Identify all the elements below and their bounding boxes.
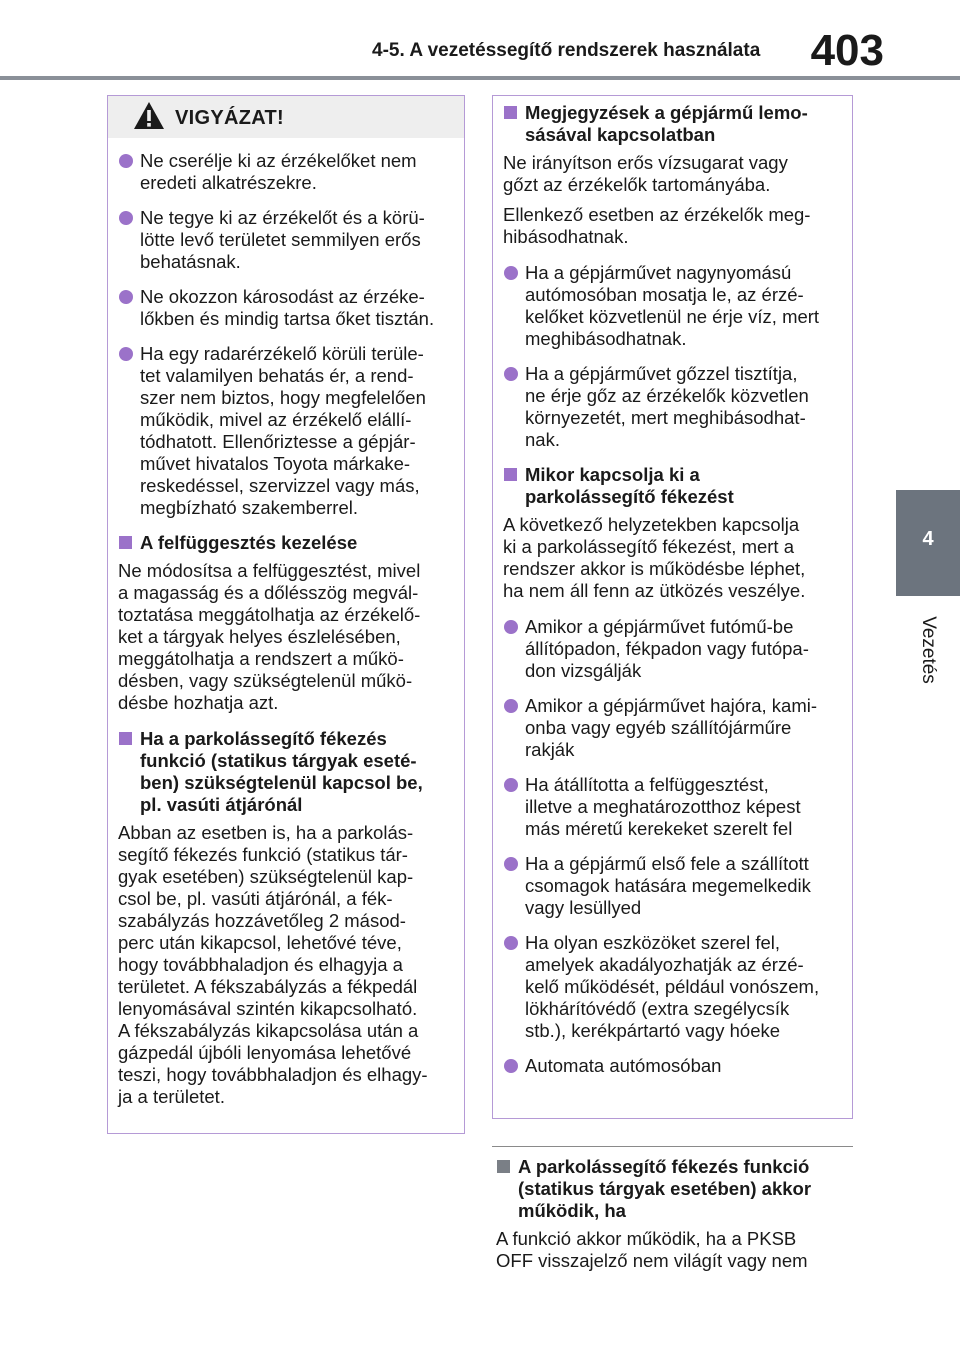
bullet-item — [503, 932, 842, 1042]
heading-line: (statikus tárgyak esetében) akkor — [518, 1178, 812, 1199]
warning-triangle-icon — [132, 100, 166, 132]
heading-line: ben) szükségtelenül kapcsol be, — [140, 772, 423, 793]
paragraph — [503, 152, 842, 196]
paragraph — [503, 204, 842, 248]
bullet-line: Amikor a gépjárművet hajóra, kami- — [525, 695, 817, 716]
bullet-line: tet valamilyen behatás ér, a rend- — [140, 365, 414, 386]
bullet-line: Amikor a gépjárművet futómű-be — [525, 616, 794, 637]
paragraph — [503, 514, 842, 602]
bullet-line: behatásnak. — [140, 251, 241, 272]
bullet-line: lökhárítóvédő (extra szegélycsík — [525, 998, 790, 1019]
bullet-line: kelőket közvetlenül ne érje víz, mert — [525, 306, 820, 327]
bullet-line: don vizsgálják — [525, 660, 642, 681]
section-heading — [503, 102, 842, 146]
bullet-line: Ha egy radarérzékelő körüli terüle- — [140, 343, 424, 364]
bullet-line: vagy lesüllyed — [525, 897, 642, 918]
bullet-dot-icon — [504, 367, 518, 381]
notes-box — [492, 95, 853, 1119]
paragraph-line: hibásodhatnak. — [503, 226, 629, 247]
heading-line: sásával kapcsolatban — [525, 124, 716, 145]
square-bullet-icon — [504, 106, 517, 119]
bullet-line: onba vagy egyéb szállítójárműre — [525, 717, 792, 738]
bullet-line: Ha átállította a felfüggesztést, — [525, 774, 769, 795]
paragraph-line: OFF visszajelző nem világít vagy nem — [496, 1250, 808, 1271]
warning-bullets — [118, 150, 454, 519]
bullet-line: Ne cserélje ki az érzékelőket nem — [140, 150, 417, 171]
bullet-line: művet hivatalos Toyota márkake- — [140, 453, 411, 474]
warning-header — [108, 96, 464, 138]
paragraph-line: Abban az esetben is, ha a parkolás- — [118, 822, 414, 843]
square-bullet-icon — [119, 536, 132, 549]
bullet-dot-icon — [119, 154, 133, 168]
square-bullet-icon — [119, 732, 132, 745]
bullet-line: autómosóban mosatja le, az érzé- — [525, 284, 804, 305]
bullet-item — [503, 853, 842, 919]
bullet-line: Automata autómosóban — [525, 1055, 722, 1076]
notes-content — [493, 96, 852, 1077]
bullet-item — [503, 774, 842, 840]
paragraph-line: meggátolhatja a rendszert a műkö- — [118, 648, 404, 669]
warning-title: VIGYÁZAT! — [175, 107, 284, 129]
bullet-line: állítópadon, fékpadon vagy futópa- — [525, 638, 809, 659]
page-number: 403 — [810, 26, 884, 75]
bullet-line: szer nem biztos, hogy megfelelően — [140, 387, 426, 408]
paragraph-line: A következő helyzetekben kapcsolja — [503, 514, 800, 535]
square-bullet-icon — [497, 1160, 510, 1173]
paragraph-line: rendszer akkor is működésbe léphet, — [503, 558, 806, 579]
paragraph-line: perc után kikapcsol, lehetővé téve, — [118, 932, 402, 953]
bullet-dot-icon — [119, 347, 133, 361]
heading-line: Mikor kapcsolja ki a — [525, 464, 700, 485]
bullet-item — [503, 262, 842, 350]
heading-line: működik, ha — [518, 1200, 626, 1221]
bullet-line: reskedéssel, szervizzel vagy más, — [140, 475, 420, 496]
bullet-dot-icon — [504, 1059, 518, 1073]
bullet-line: lőkben és mindig tartsa őket tisztán. — [140, 308, 435, 329]
bullet-line: rakják — [525, 739, 575, 760]
chapter-tab[interactable] — [896, 490, 960, 596]
heading-line: Ha a parkolássegítő fékezés — [140, 728, 387, 749]
heading-line: Megjegyzések a gépjármű lemo- — [525, 102, 808, 123]
bullet-item — [503, 616, 842, 682]
washing-notes-section — [503, 102, 842, 451]
bottom-section — [496, 1156, 852, 1272]
bullet-line: kelő működését, például vonószem, — [525, 976, 820, 997]
heading-line: parkolássegítő fékezést — [525, 486, 734, 507]
bullet-line: stb.), kerékpártartó vagy hóeke — [525, 1020, 781, 1041]
bullet-dot-icon — [504, 778, 518, 792]
paragraph-line: szabályzás hozzávetőleg 2 másod- — [118, 910, 406, 931]
bullet-line: Ha a gépjármű első fele a szállított — [525, 853, 809, 874]
heading-line: funkció (statikus tárgyak eseté- — [140, 750, 417, 771]
paragraph-line: hogy továbbhaladjon és elhagyja a — [118, 954, 403, 975]
paragraph-line: lenyomásával szintén kikapcsolható. — [118, 998, 418, 1019]
paragraph-line: segítő fékezés funkció (statikus tár- — [118, 844, 408, 865]
bullet-item — [503, 1055, 842, 1077]
bullet-item — [118, 207, 454, 273]
bullet-dot-icon — [504, 620, 518, 634]
bottom-rule — [492, 1146, 853, 1147]
paragraph-line: gőzt az érzékelők tartományába. — [503, 174, 771, 195]
bullet-dot-icon — [504, 936, 518, 950]
bullet-line: eredeti alkatrészekre. — [140, 172, 317, 193]
bullet-line: Ne okozzon károsodást az érzéke- — [140, 286, 425, 307]
paragraph-line: A funkció akkor működik, ha a PKSB — [496, 1228, 797, 1249]
paragraph-line: ha nem áll fenn az ütközés veszélye. — [503, 580, 806, 601]
paragraph-line: csol be, pl. vasúti átjárónál, a fék- — [118, 888, 393, 909]
bullet-line: illetve a meghatározotthoz képest — [525, 796, 801, 817]
bullet-line: működik, mivel az érzékelő elállí- — [140, 409, 412, 430]
bullet-line: környezetét, mert meghibásodhat- — [525, 407, 806, 428]
paragraph — [118, 560, 454, 714]
bullet-line: más méretű kerekeket szerelt fel — [525, 818, 793, 839]
bullet-dot-icon — [504, 699, 518, 713]
paragraph-line: gázpedál újbóli lenyomása lehetővé — [118, 1042, 412, 1063]
paragraph-line: A fékszabályzás kikapcsolása után a — [118, 1020, 419, 1041]
bullet-item — [118, 343, 454, 519]
paragraph-line: ket a tárgyak helyes észlelésében, — [118, 626, 401, 647]
paragraph-line: területet. A fékszabályzás a fékpedál — [118, 976, 418, 997]
bullet-line: amelyek akadályozhatják az érzé- — [525, 954, 804, 975]
chapter-label — [896, 600, 960, 700]
bullet-line: ne érje gőz az érzékelők közvetlen — [525, 385, 809, 406]
bullet-dot-icon — [504, 857, 518, 871]
header-rule — [0, 76, 960, 80]
paragraph-line: toztatása meggátolhatja az érzékelő- — [118, 604, 421, 625]
bullet-line: nak. — [525, 429, 560, 450]
disable-pksb-section — [503, 464, 842, 1077]
heading-line: A parkolássegítő fékezés funkció — [518, 1156, 810, 1177]
square-bullet-icon — [504, 468, 517, 481]
paragraph-line: Ellenkező esetben az érzékelők meg- — [503, 204, 811, 225]
bullet-line: Ha a gépjárművet gőzzel tisztítja, — [525, 363, 798, 384]
bullet-dot-icon — [119, 290, 133, 304]
bullet-line: megbízható szakemberrel. — [140, 497, 358, 518]
heading-line: pl. vasúti átjárónál — [140, 794, 303, 815]
paragraph — [496, 1228, 852, 1272]
bullet-dot-icon — [504, 266, 518, 280]
bullet-line: Ha olyan eszközöket szerel fel, — [525, 932, 781, 953]
bullet-item — [118, 150, 454, 194]
section-heading — [496, 1156, 852, 1222]
bullet-line: tódhatott. Ellenőriztesse a gépjár- — [140, 431, 416, 452]
paragraph-line: ki a parkolássegítő fékezést, mert a — [503, 536, 794, 557]
warning-content — [108, 138, 464, 1108]
bullet-dot-icon — [119, 211, 133, 225]
paragraph-line: ja a területet. — [118, 1086, 225, 1107]
paragraph-line: gyak esetében) szükségtelenül kap- — [118, 866, 414, 887]
bullet-line: Ha a gépjárművet nagynyomású — [525, 262, 792, 283]
bullet-line: lötte levő területet semmilyen erős — [140, 229, 421, 250]
bullet-item — [503, 363, 842, 451]
header-title: 4-5. A vezetéssegítő rendszerek használata — [372, 40, 761, 61]
bullet-item — [118, 286, 454, 330]
paragraph-line: désbe hozhatja azt. — [118, 692, 279, 713]
bullet-line: csomagok hatására megemelkedik — [525, 875, 811, 896]
section-heading — [118, 532, 454, 554]
heading-line: A felfüggesztés kezelése — [140, 532, 358, 553]
paragraph-line: teszi, hogy továbbhaladjon és elhagy- — [118, 1064, 428, 1085]
paragraph-line: a magasság és a dőlésszög megvál- — [118, 582, 419, 603]
paragraph-line: Ne módosítsa a felfüggesztést, mivel — [118, 560, 421, 581]
section-heading — [118, 728, 454, 816]
bullet-line: meghibásodhatnak. — [525, 328, 687, 349]
chapter-label-text: Vezetés — [918, 616, 939, 684]
warning-box — [107, 95, 465, 1134]
section-heading — [503, 464, 842, 508]
warning-sections — [118, 532, 454, 1108]
chapter-number: 4 — [922, 528, 934, 550]
bullet-line: Ne tegye ki az érzékelőt és a körü- — [140, 207, 425, 228]
paragraph — [118, 822, 454, 1108]
paragraph-line: Ne irányítson erős vízsugarat vagy — [503, 152, 788, 173]
bullet-item — [503, 695, 842, 761]
paragraph-line: désben, vagy szükségtelenül műkö- — [118, 670, 413, 691]
